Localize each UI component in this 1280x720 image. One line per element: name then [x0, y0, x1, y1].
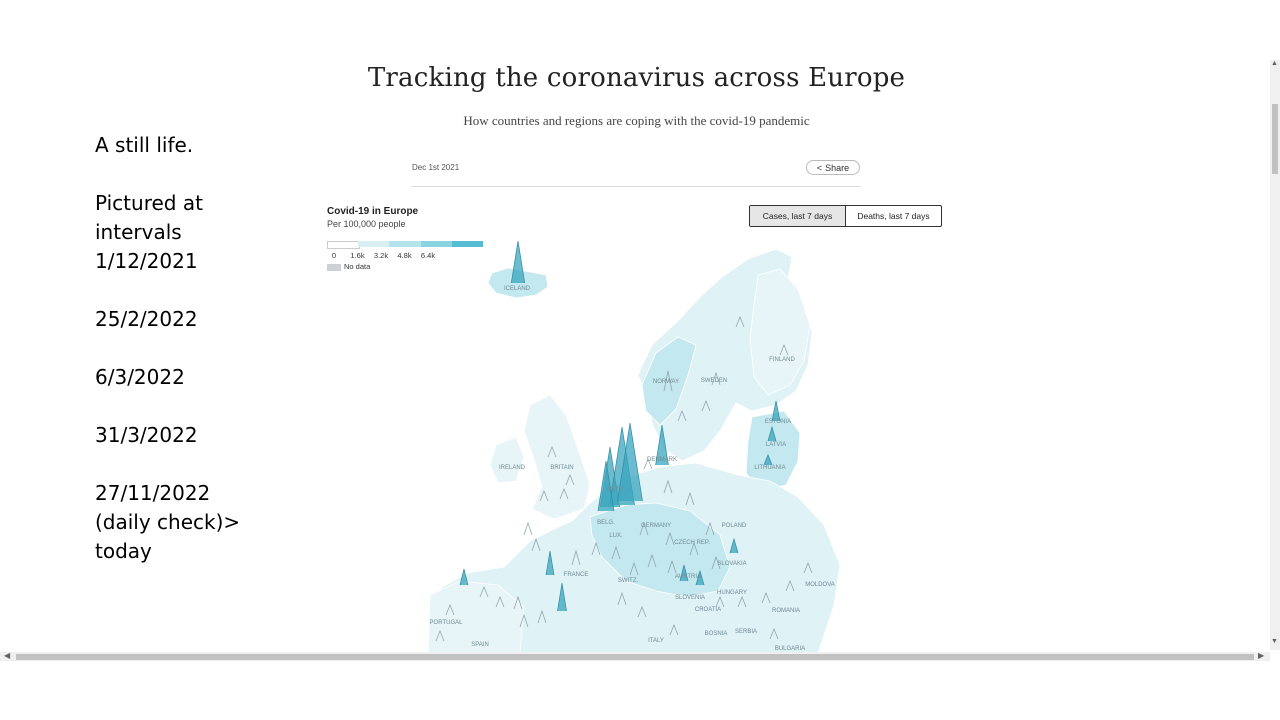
legend-swatch	[327, 241, 360, 249]
label-moldova: MOLDOVA	[805, 582, 835, 588]
label-estonia: ESTONIA	[764, 419, 792, 425]
label-iceland: ICELAND	[503, 286, 531, 292]
label-france: FRANCE	[563, 572, 589, 578]
legend-tick-label: 1.6k	[350, 251, 365, 260]
side-note-line: A still life.	[95, 133, 194, 157]
label-spain: SPAIN	[471, 642, 489, 648]
label-sweden: SWEDEN	[700, 378, 728, 384]
scroll-up-icon[interactable]: ▲	[1271, 60, 1278, 67]
page-title: Tracking the coronavirus across Europe	[367, 63, 906, 93]
metric-toggle-group	[749, 205, 942, 227]
label-hungary: HUNGARY	[717, 590, 747, 596]
case-spike	[524, 523, 532, 535]
country-britain[interactable]	[524, 395, 590, 519]
side-note-line: intervals	[95, 220, 182, 244]
page-subtitle: How countries and regions are coping with the covid-19 pandemic	[463, 113, 810, 128]
side-note-line: 31/3/2022	[95, 423, 198, 447]
vertical-scrollbar[interactable]	[1270, 60, 1280, 650]
side-note-line: 1/12/2021	[95, 249, 198, 273]
label-ireland: IRELAND	[498, 465, 526, 471]
label-norway: NORWAY	[652, 379, 680, 385]
no-data-label: No data	[344, 262, 371, 271]
label-latvia: LATVIA	[765, 442, 787, 448]
tab-cases-last-7-days[interactable]: Cases, last 7 days	[750, 206, 846, 226]
tab-deaths-last-7-days[interactable]: Deaths, last 7 days	[857, 211, 930, 221]
chart-title: Covid-19 in Europe	[327, 206, 419, 217]
legend-tick-label: 4.8k	[397, 251, 412, 260]
legend-tick-label: 6.4k	[420, 251, 436, 260]
label-portugal: PORTUGAL	[429, 620, 463, 626]
label-lithuania: LITHUANIA	[754, 465, 786, 471]
europe-map[interactable]	[420, 235, 850, 653]
vertical-scroll-thumb[interactable]	[1272, 104, 1278, 174]
scroll-left-icon[interactable]: ◀	[4, 651, 11, 660]
label-czech-rep: CZECH REP.	[674, 540, 710, 546]
label-switzerland: SWITZ.	[617, 578, 639, 584]
side-note-line: 6/3/2022	[95, 365, 185, 389]
horizontal-scroll-thumb[interactable]	[16, 654, 1254, 660]
scroll-down-icon[interactable]: ▼	[1271, 638, 1278, 645]
share-icon: <	[816, 162, 823, 173]
label-finland: FINLAND	[769, 357, 795, 363]
side-note-line: 25/2/2022	[95, 307, 198, 331]
legend-swatch	[389, 241, 420, 247]
no-data-swatch	[327, 264, 341, 271]
side-note-line: today	[95, 539, 152, 563]
case-spike	[511, 241, 524, 283]
label-slovakia: SLOVAKIA	[717, 561, 747, 567]
label-bosnia: BOSNIA	[704, 631, 728, 637]
legend-swatch	[358, 241, 389, 247]
label-romania: ROMANIA	[771, 608, 801, 614]
label-denmark: DENMARK	[646, 457, 678, 463]
horizontal-scrollbar[interactable]	[0, 652, 1270, 661]
side-note-line: 27/11/2022	[95, 481, 211, 505]
label-britain: BRITAIN	[550, 465, 574, 471]
label-serbia: SERBIA	[734, 629, 758, 635]
label-croatia: CROATIA	[694, 607, 722, 613]
label-poland: POLAND	[721, 523, 747, 529]
label-slovenia: SLOVENIA	[674, 595, 706, 601]
legend-tick-label: 0	[331, 251, 337, 260]
label-belgium: BELG.	[597, 520, 615, 526]
label-netherlands: NETH.	[607, 487, 625, 493]
label-bulgaria: BULGARIA	[774, 646, 806, 652]
side-note-line: Pictured at	[95, 191, 203, 215]
scroll-right-icon[interactable]: ▶	[1258, 651, 1265, 660]
legend-tick-label: 3.2k	[373, 251, 389, 260]
label-austria: AUSTRIA	[674, 574, 702, 580]
share-button-label: Share	[825, 162, 850, 173]
chart-subtitle: Per 100,000 people	[327, 219, 406, 229]
label-italy: ITALY	[648, 638, 664, 644]
label-germany: GERMANY	[640, 523, 672, 529]
date-label: Dec 1st 2021	[412, 163, 460, 172]
divider	[411, 186, 861, 187]
side-note-line: (daily check)>	[95, 510, 241, 534]
share-button[interactable]	[806, 160, 860, 175]
label-luxembourg: LUX.	[609, 533, 623, 539]
country-ireland[interactable]	[490, 437, 524, 483]
